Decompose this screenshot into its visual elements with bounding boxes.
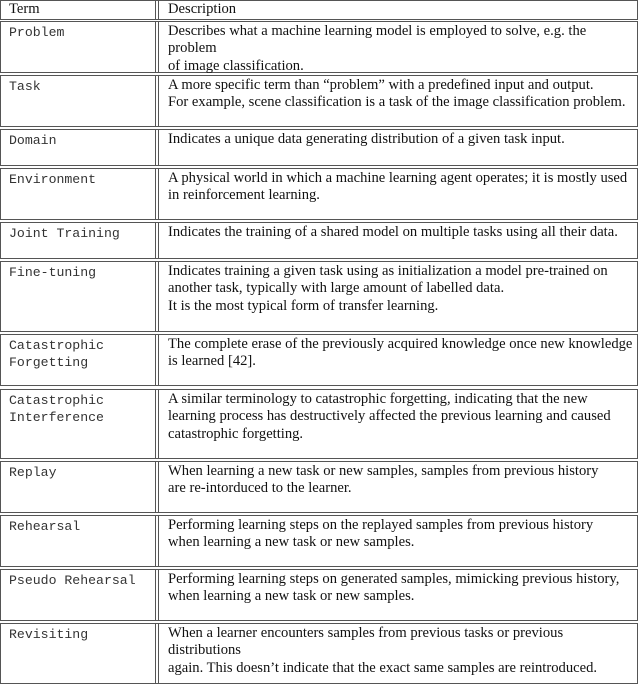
description-cell: Performing learning steps on generated samples, mimicking previous history, when learning a new task or new samples. (168, 571, 620, 605)
description-cell: Indicates the training of a shared model on multiple tasks using all their data. (168, 224, 618, 240)
term-cell: Task (9, 79, 41, 94)
description-cell: A similar terminology to catastrophic forgetting, indicating that the new learning process has destructively affected the previous learning and caused catastrophic forgetting. (168, 391, 611, 442)
term-cell: Replay (9, 465, 57, 480)
table-row (0, 222, 638, 259)
table-row (0, 129, 638, 166)
header-description: Description (168, 1, 237, 17)
term-cell: Environment (9, 172, 97, 187)
description-cell: Indicates a unique data generating distribution of a given task input. (168, 131, 565, 147)
table-row (0, 389, 638, 459)
term-cell: Fine-tuning (9, 265, 97, 280)
description-cell: A physical world in which a machine learning agent operates; it is mostly used in reinforcement learning. (168, 170, 628, 204)
table-row (0, 21, 638, 73)
table-row (0, 168, 638, 220)
term-cell: Catastrophic Forgetting (9, 338, 104, 370)
description-cell: When a learner encounters samples from previous tasks or previous distributions again. This doesn’t indicate that the exact same samples are reintroduced. (168, 625, 598, 676)
table-row (0, 75, 638, 127)
header-term: Term (9, 1, 40, 17)
description-cell: Describes what a machine learning model is employed to solve, e.g. the problem of image classification. (168, 23, 587, 74)
term-cell: Pseudo Rehearsal (9, 573, 136, 588)
table-row (0, 623, 638, 684)
table-row (0, 515, 638, 567)
description-cell: Performing learning steps on the replayed samples from previous history when learning a new task or new samples. (168, 517, 594, 551)
term-cell: Joint Training (9, 226, 120, 241)
term-cell: Rehearsal (9, 519, 81, 534)
description-cell: The complete erase of the previously acquired knowledge once new knowledge is learned [42]. (168, 336, 633, 370)
table-row (0, 461, 638, 513)
table-row (0, 569, 638, 621)
term-cell: Revisiting (9, 627, 89, 642)
description-cell: Indicates training a given task using as initialization a model pre-trained on another task, typically with large amount of labelled data. It is the most typical form of transfer learning. (168, 263, 608, 314)
table-row (0, 334, 638, 386)
table-row (0, 261, 638, 332)
term-cell: Problem (9, 25, 65, 40)
term-cell: Catastrophic Interference (9, 393, 104, 425)
term-cell: Domain (9, 133, 57, 148)
table-header-row (0, 0, 638, 20)
description-cell: When learning a new task or new samples, samples from previous history are re-intorduced to the learner. (168, 463, 599, 497)
description-cell: A more specific term than “problem” with a predefined input and output. For example, scene classification is a task of the image classification problem. (168, 77, 626, 111)
